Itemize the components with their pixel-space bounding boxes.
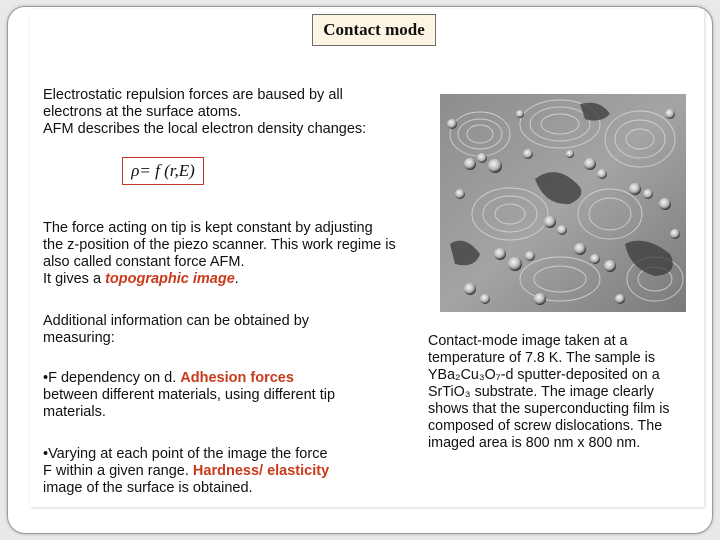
topographic-suffix: .	[234, 271, 239, 287]
hardness-elasticity-highlight: Hardness/ elasticity	[192, 463, 330, 479]
topographic-image-highlight: topographic image	[105, 271, 235, 287]
afm-surface-image	[440, 94, 686, 312]
paragraph-1-line-1: Electrostatic repulsion forces are baused by all	[43, 87, 343, 103]
caption-line-3: YBa₂Cu₃O₇-d sputter-deposited on a	[428, 367, 660, 383]
bullet-1-line-3: materials.	[43, 404, 106, 420]
topographic-prefix: It gives a	[43, 271, 106, 287]
paragraph-2-line-1: The force acting on tip is kept constant by adjusting	[43, 220, 373, 236]
bullet-2-line-1: •Varying at each point of the image the force	[43, 446, 328, 462]
bullet-2-line-2	[43, 463, 329, 480]
caption-line-4: SrTiO₃ substrate. The image clearly	[428, 384, 654, 400]
caption-line-6: composed of screw dislocations. The	[428, 418, 663, 434]
caption-line-5: shows that the superconducting film is	[428, 401, 670, 417]
caption-line-1: Contact-mode image taken at a	[428, 333, 628, 349]
paragraph-3-line-1: Additional information can be obtained by	[43, 313, 310, 329]
adhesion-forces-highlight: Adhesion forces	[180, 370, 294, 386]
caption-line-2: temperature of 7.8 K. The sample is	[428, 350, 656, 366]
paragraph-1-line-3: AFM describes the local electron density changes:	[43, 121, 367, 137]
paragraph-3-line-2: measuring:	[43, 330, 115, 346]
paragraph-2-line-4	[43, 271, 239, 288]
paragraph-1-line-2: electrons at the surface atoms.	[43, 104, 242, 120]
bullet-1-line-1	[43, 370, 294, 387]
bullet-2-line-3: image of the surface is obtained.	[43, 480, 253, 496]
paragraph-2-line-2: the z-position of the piezo scanner. This work regime is	[43, 237, 396, 253]
bullet-2-prefix: F within a given range.	[43, 463, 193, 479]
slide-title: Contact mode	[312, 14, 436, 46]
paragraph-2-line-3: also called constant force AFM.	[43, 254, 245, 270]
bullet-1-line-2: between different materials, using different tip	[43, 387, 336, 403]
caption-line-7: imaged area is 800 nm x 800 nm.	[428, 435, 641, 451]
formula: ρ= f (r,E)	[122, 157, 204, 185]
bullet-1-prefix: •F dependency on d.	[43, 370, 181, 386]
